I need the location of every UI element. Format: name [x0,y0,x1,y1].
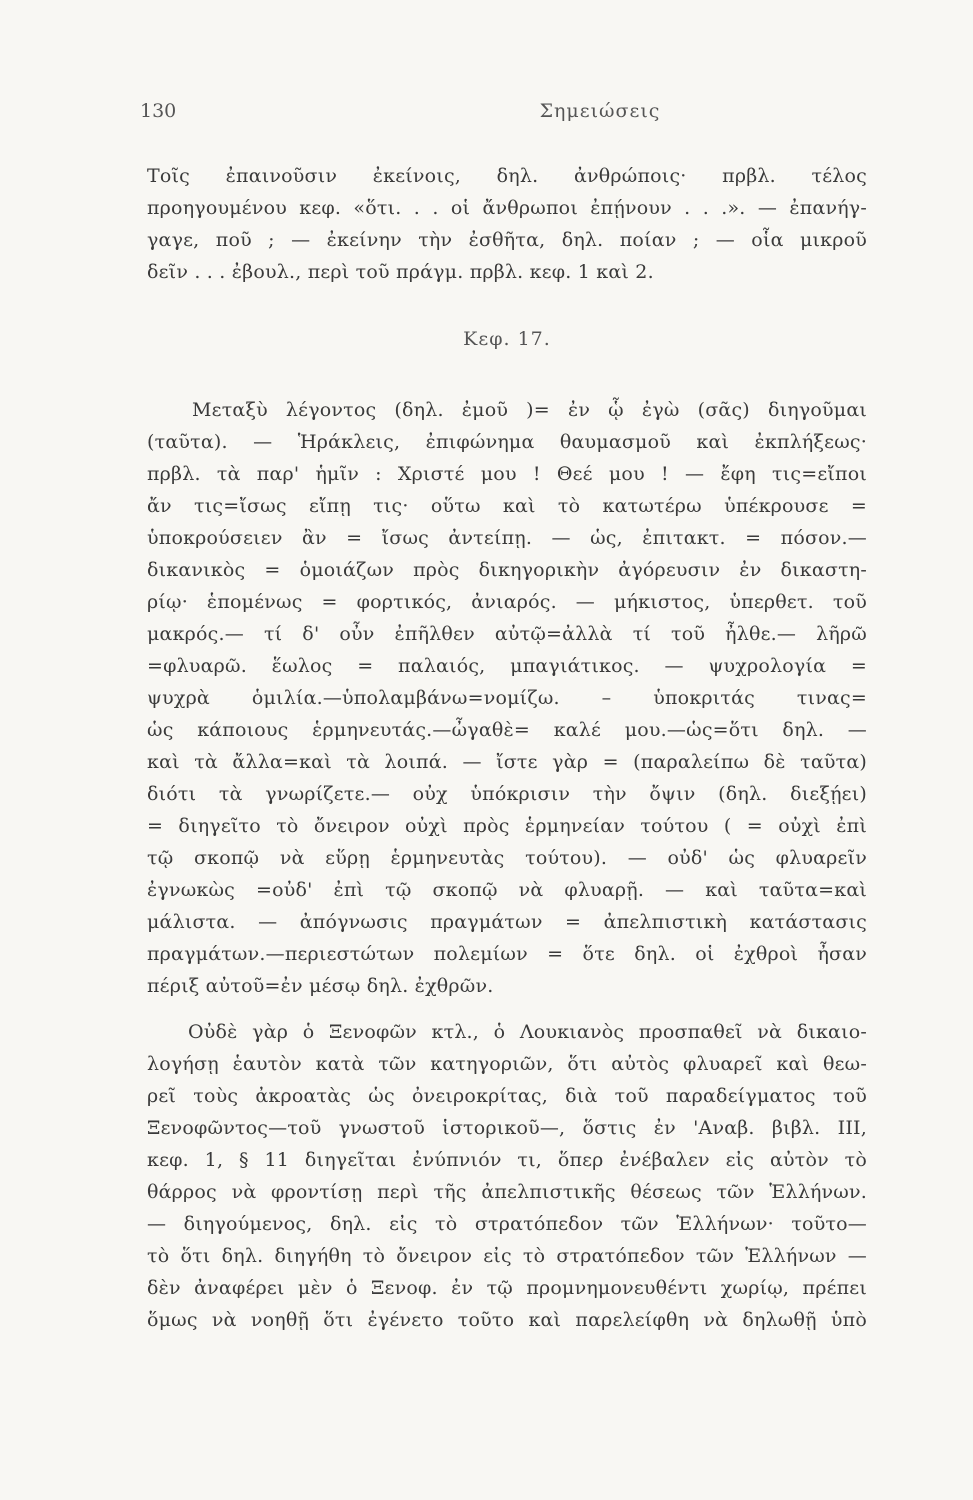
text-line: Τοῖς ἐπαινοῦσιν ἐκείνοις, δηλ. ἀνθρώποις· πρβλ. τέλος [147,165,867,187]
text-line: μακρός.— τί δ' οὖν ἐπῆλθεν αὐτῷ=ἀλλὰ τί τοῦ ἦλθε.— λῆρῶ [147,623,867,645]
text-line: πέριξ αὐτοῦ=ἐν μέσῳ δηλ. ἐχθρῶν. [147,975,494,997]
text-line: ὅμως νὰ νοηθῇ ὅτι ἐγένετο τοῦτο καὶ παρελείφθη νὰ δηλωθῇ ὑπὸ [147,1309,867,1331]
text-line: διότι τὰ γνωρίζετε.— οὐχ ὑπόκρισιν τὴν ὄψιν (δηλ. διεξῄει) [147,783,867,805]
text-line: Μεταξὺ λέγοντος (δηλ. ἐμοῦ )= ἐν ᾧ ἐγὼ (σᾶς) διηγοῦμαι [192,399,867,421]
text-line: ψυχρὰ ὁμιλία.—ὑπολαμβάνω=νομίζω. – ὑποκριτάς τινας= [147,687,867,709]
text-line: τὸ ὅτι δηλ. διηγήθη τὸ ὄνειρον εἰς τὸ στρατόπεδον τῶν Ἑλλήνων — [147,1245,867,1267]
text-line: δικανικὸς = ὁμοιάζων πρὸς δικηγορικὴν ἀγόρευσιν ἐν δικαστη- [147,559,867,581]
running-head [140,100,900,130]
text-line: ρεῖ τοὺς ἀκροατὰς ὡς ὀνειροκρίτας, διὰ τοῦ παραδείγματος τοῦ [147,1085,867,1107]
page-number: 130 [140,100,177,122]
text-line: ἄν τις=ἴσως εἴπῃ τις· οὕτω καὶ τὸ κατωτέρω ὑπέκρουσε = [147,495,867,517]
text-line: = διηγεῖτο τὸ ὄνειρον οὐχὶ πρὸς ἑρμηνείαν τούτου ( = οὐχὶ ἐπὶ [147,815,867,837]
text-line: θάρρος νὰ φροντίσῃ περὶ τῆς ἀπελπιστικῆς θέσεως τῶν Ἑλλήνων. [147,1181,867,1203]
text-line: πραγμάτων.—περιεστώτων πολεμίων = ὅτε δηλ. οἱ ἐχθροὶ ἦσαν [147,943,867,965]
running-title: Σημειώσεις [539,100,661,122]
text-line: προηγουμένου κεφ. «ὅτι. . . οἱ ἄνθρωποι ἐπῄνουν . . .». — ἐπανήγ- [147,197,867,219]
text-line: λογήσῃ ἑαυτὸν κατὰ τῶν κατηγοριῶν, ὅτι αὐτὸς φλυαρεῖ καὶ θεω- [147,1053,867,1075]
text-line: μάλιστα. — ἀπόγνωσις πραγμάτων = ἀπελπιστικὴ κατάστασις [147,911,867,933]
text-line: — διηγούμενος, δηλ. εἰς τὸ στρατόπεδον τῶν Ἑλλήνων· τοῦτο— [147,1213,867,1235]
text-line: τῷ σκοπῷ νὰ εὕρῃ ἑρμηνευτὰς τούτου). — οὐδ' ὡς φλυαρεῖν [147,847,867,869]
text-line: Οὐδὲ γὰρ ὁ Ξενοφῶν κτλ., ὁ Λουκιανὸς προσπαθεῖ νὰ δικαιο- [188,1021,867,1043]
text-line: πρβλ. τὰ παρ' ἡμῖν : Χριστέ μου ! Θεέ μου ! — ἔφη τις=εἴποι [147,463,867,485]
chapter-heading: Κεφ. 17. [463,328,551,350]
text-line: ὑποκρούσειεν ἂν = ἴσως ἀντείπῃ. — ὡς, ἐπιτακτ. = πόσον.— [147,527,867,549]
text-line: κεφ. 1, § 11 διηγεῖται ἐνύπνιόν τι, ὅπερ ἐνέβαλεν εἰς αὐτὸν τὸ [147,1149,867,1171]
text-line: Ξενοφῶντος—τοῦ γνωστοῦ ἱστορικοῦ—, ὅστις ἐν 'Αναβ. βιβλ. ΙΙΙ, [147,1117,867,1139]
text-line: δὲν ἀναφέρει μὲν ὁ Ξενοφ. ἐν τῷ προμνημονευθέντι χωρίῳ, πρέπει [147,1277,867,1299]
text-line: (ταῦτα). — Ἡράκλεις, ἐπιφώνημα θαυμασμοῦ καὶ ἐκπλήξεως· [147,431,867,453]
text-line: ὡς κάποιους ἑρμηνευτάς.—ὦγαθὲ= καλέ μου.—ὡς=ὅτι δηλ. — [147,719,867,741]
text-line: γαγε, ποῦ ; — ἐκείνην τὴν ἐσθῆτα, δηλ. ποίαν ; — οἷα μικροῦ [147,229,867,251]
text-line: δεῖν . . . ἐβουλ., περὶ τοῦ πράγμ. πρβλ. κεφ. 1 καὶ 2. [147,261,654,283]
text-line: καὶ τὰ ἄλλα=καὶ τὰ λοιπά. — ἴστε γὰρ = (παραλείπω δὲ ταῦτα) [147,751,867,773]
text-line: =φλυαρῶ. ἕωλος = παλαιός, μπαγιάτικος. — ψυχρολογία = [147,655,867,677]
text-line: ρίῳ· ἑπομένως = φορτικός, ἀνιαρός. — μήκιστος, ὑπερθετ. τοῦ [147,591,867,613]
text-line: ἐγνωκὼς =οὐδ' ἐπὶ τῷ σκοπῷ νὰ φλυαρῇ. — καὶ ταῦτα=καὶ [147,879,867,901]
